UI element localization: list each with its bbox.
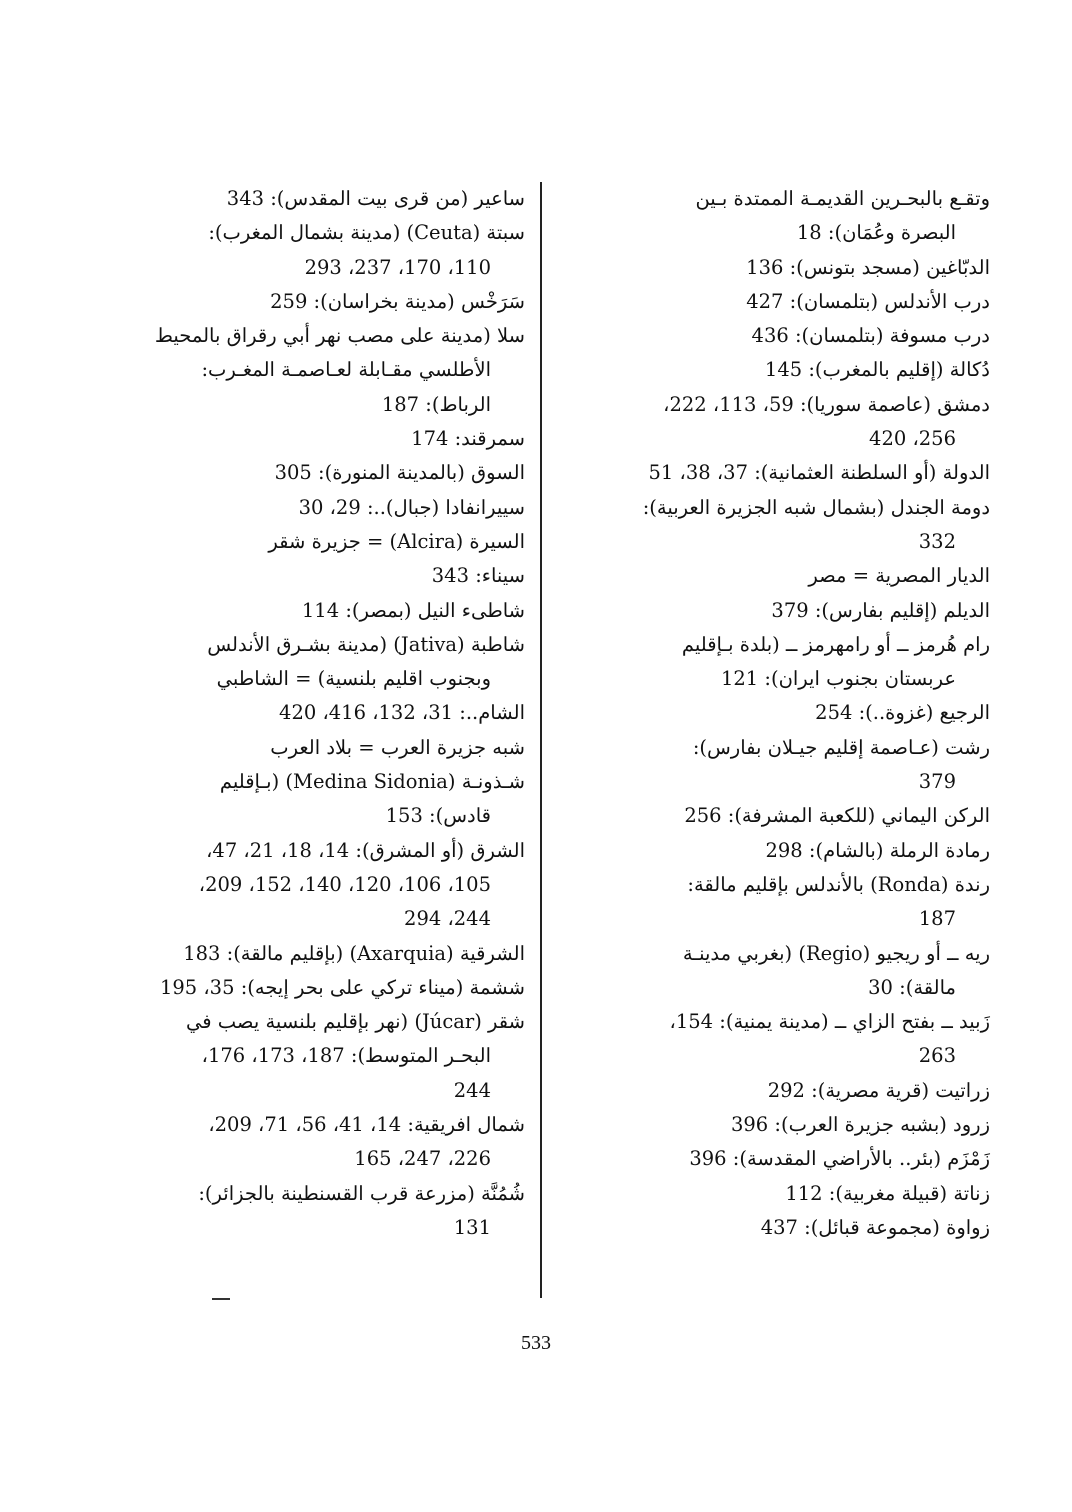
index-entry <box>560 868 990 937</box>
index-entry <box>560 594 990 628</box>
entry-line: سمرقند: 174 <box>411 427 525 451</box>
entry-line: زواوة (مجموعة قبائل): 437 <box>760 1215 990 1239</box>
entry-line: شقر (Júcar) (نهر بإقليم بلنسية يصب في <box>186 1010 525 1034</box>
index-entry <box>560 1142 990 1176</box>
entry-continuation: البصرة وعُمَان): 18 <box>796 221 956 245</box>
entry-continuation: 332 <box>918 529 956 553</box>
entry-line: دمشق (عاصمة سوريا): 59، 113، 222، <box>663 392 990 416</box>
index-entry <box>560 1108 990 1142</box>
scan-speck <box>212 1298 230 1300</box>
entry-line: شُمُنَّة (مزرعة قرب القسنطينة بالجزائر): <box>198 1181 525 1205</box>
entry-continuation: 244، 294 <box>404 907 491 931</box>
entry-line: السوق (بالمدينة المنورة): 305 <box>274 461 525 485</box>
page-number: 533 <box>521 1332 551 1354</box>
index-entry <box>560 251 990 285</box>
column-divider <box>540 182 542 1298</box>
entry-line: درب الأندلس (بتلمسان): 427 <box>746 289 990 313</box>
right-column <box>560 182 990 1245</box>
entry-continuation: الرباط): 187 <box>381 392 491 416</box>
entry-continuation: قادس): 153 <box>385 804 491 828</box>
index-entry <box>200 1108 525 1177</box>
entry-line: زَمْزَم (بئر.. بالأراضي المقدسة): 396 <box>689 1147 990 1171</box>
entry-line: ساعير (من قرى بيت المقدس): 343 <box>226 187 525 210</box>
entry-continuation: عربستان بجنوب ايران): 121 <box>720 667 956 691</box>
index-entry <box>200 696 525 730</box>
index-entry <box>560 285 990 319</box>
index-entry <box>200 285 525 319</box>
entry-continuation: 379 <box>918 770 956 794</box>
entry-line: الديلم (إقليم بفارس): 379 <box>771 598 990 622</box>
index-entry <box>560 696 990 730</box>
index-entry <box>200 628 525 697</box>
index-entry <box>200 456 525 490</box>
index-entry <box>154 319 525 422</box>
entry-line: سبتة (Ceuta) (مدينة بشمال المغرب): <box>208 221 525 245</box>
entry-line: شـذونـة (Medina Sidonia) (بـإقليم <box>219 770 525 794</box>
entry-line: الدبّاغين (مسجد بتونس): 136 <box>746 255 990 279</box>
entry-line: سَرَخْس (مدينة بخراسان): 259 <box>270 289 525 313</box>
entry-continuation: 256، 420 <box>869 427 956 451</box>
entry-continuation: 131 <box>453 1215 491 1239</box>
index-entry <box>200 1177 525 1246</box>
index-entry <box>560 1074 990 1108</box>
entry-line: الديار المصرية = مصر <box>808 564 990 588</box>
entry-line: الشرق (أو المشرق): 14، 18، 21، 47، <box>206 838 525 862</box>
entry-line: الركن اليماني (للكعبة المشرفة): 256 <box>684 804 990 828</box>
entry-continuation: 226، 247، 165 <box>354 1147 491 1171</box>
index-entry <box>186 1005 525 1108</box>
index-entry <box>560 834 990 868</box>
entry-line: دومة الجندل (بشمال شبه الجزيرة العربية): <box>642 495 990 519</box>
entry-line: ريه ــ أو ريجيو (Regio) (بغربي مدينـة <box>682 941 990 965</box>
index-entry <box>200 765 525 834</box>
index-entry <box>200 216 525 285</box>
left-column <box>154 182 525 1245</box>
entry-line: زرود (بشبه جزيرة العرب): 396 <box>730 1113 990 1137</box>
index-entry <box>560 628 990 697</box>
entry-line: الرجيع (غزوة..): 254 <box>815 701 990 725</box>
entry-continuation: الأطلسي مقـابلة لعـاصمـة المغـرب: <box>201 358 491 382</box>
entry-line: السيرة (Alcira) = جزيرة شقر <box>268 529 525 553</box>
entry-continuation: 187 <box>918 907 956 931</box>
index-entry <box>560 491 990 560</box>
entry-line: الدولة (أو السلطنة العثمانية): 37، 38، 51 <box>648 461 990 485</box>
index-entry <box>560 182 990 251</box>
index-entry <box>159 971 525 1005</box>
index-entry <box>200 731 525 765</box>
index-entry <box>200 559 525 593</box>
entry-line: زَبيد ــ بفتح الزاي ــ (مدينة يمنية): 154، <box>669 1010 990 1034</box>
index-entry <box>183 937 525 971</box>
index-entry <box>560 388 990 457</box>
entry-line: الشرقية (Axarquia) (بإقليم مالقة): 183 <box>183 941 525 965</box>
entry-line: شاطىء النيل (بمصر): 114 <box>301 598 525 622</box>
index-entry <box>560 353 990 387</box>
entry-line: ششمة (ميناء تركي على بحر إيجه): 35، 195 <box>159 975 525 999</box>
index-entry <box>560 319 990 353</box>
index-entry <box>200 525 525 559</box>
entry-line: زناتة (قبيلة مغربية): 112 <box>785 1181 990 1205</box>
entry-line: الشام..: 31، 132، 416، 420 <box>279 701 525 725</box>
entry-continuation: البحـر المتوسط): 187، 173، 176، <box>201 1044 491 1068</box>
entry-line: رندة (Ronda) بالأندلس بإقليم مالقة: <box>687 872 990 896</box>
index-entry <box>560 1177 990 1211</box>
entry-continuation: 263 <box>918 1044 956 1068</box>
index-entry <box>560 937 990 1006</box>
entry-continuation: 110، 170، 237، 293 <box>304 255 491 279</box>
index-entry <box>560 559 990 593</box>
index-entry <box>560 731 990 800</box>
entry-continuation: وبجنوب اقليم بلنسية) = الشاطبي <box>216 667 491 691</box>
index-entry <box>200 594 525 628</box>
entry-line: رشت (عـاصمة إقليم جيـلان بفارس): <box>692 735 990 759</box>
index-entry <box>200 422 525 456</box>
index-entry <box>560 1211 990 1245</box>
entry-line: شاطبة (Jativa) (مدينة بشـرق الأندلس <box>207 632 525 656</box>
index-entry <box>200 834 525 937</box>
entry-line: زراتيت (قرية مصرية): 292 <box>767 1078 990 1102</box>
entry-line: سييرانفادا (جبال)..: 29، 30 <box>298 495 525 519</box>
entry-line: سلا (مدينة على مصب نهر أبي رقراق بالمحيط <box>154 324 525 348</box>
index-entry <box>560 799 990 833</box>
index-entry <box>200 491 525 525</box>
entry-line: شمال افريقية: 14، 41، 56، 71، 209، <box>208 1113 525 1137</box>
entry-line: رمادة الرملة (بالشام): 298 <box>765 838 990 862</box>
entry-line: درب مسوفة (بتلمسان): 436 <box>751 324 990 348</box>
entry-continuation: 105، 106، 120، 140، 152، 209، <box>198 872 491 896</box>
index-entry <box>560 1005 990 1074</box>
entry-line: دُكالة (إقليم بالمغرب): 145 <box>764 358 990 382</box>
entry-line: وتقـع بالبحـرين القديمـة الممتدة بـين <box>695 187 990 210</box>
entry-line: شبه جزيرة العرب = بلاد العرب <box>270 735 525 759</box>
entry-continuation: مالقة): 30 <box>868 975 956 999</box>
entry-line: سيناء: 343 <box>431 564 525 588</box>
entry-line: رام هُرمز ــ أو رامهرمز ــ (بلدة بـإقليم <box>681 632 990 656</box>
index-entry <box>560 456 990 490</box>
entry-continuation: 244 <box>453 1078 491 1102</box>
index-entry <box>200 182 525 216</box>
